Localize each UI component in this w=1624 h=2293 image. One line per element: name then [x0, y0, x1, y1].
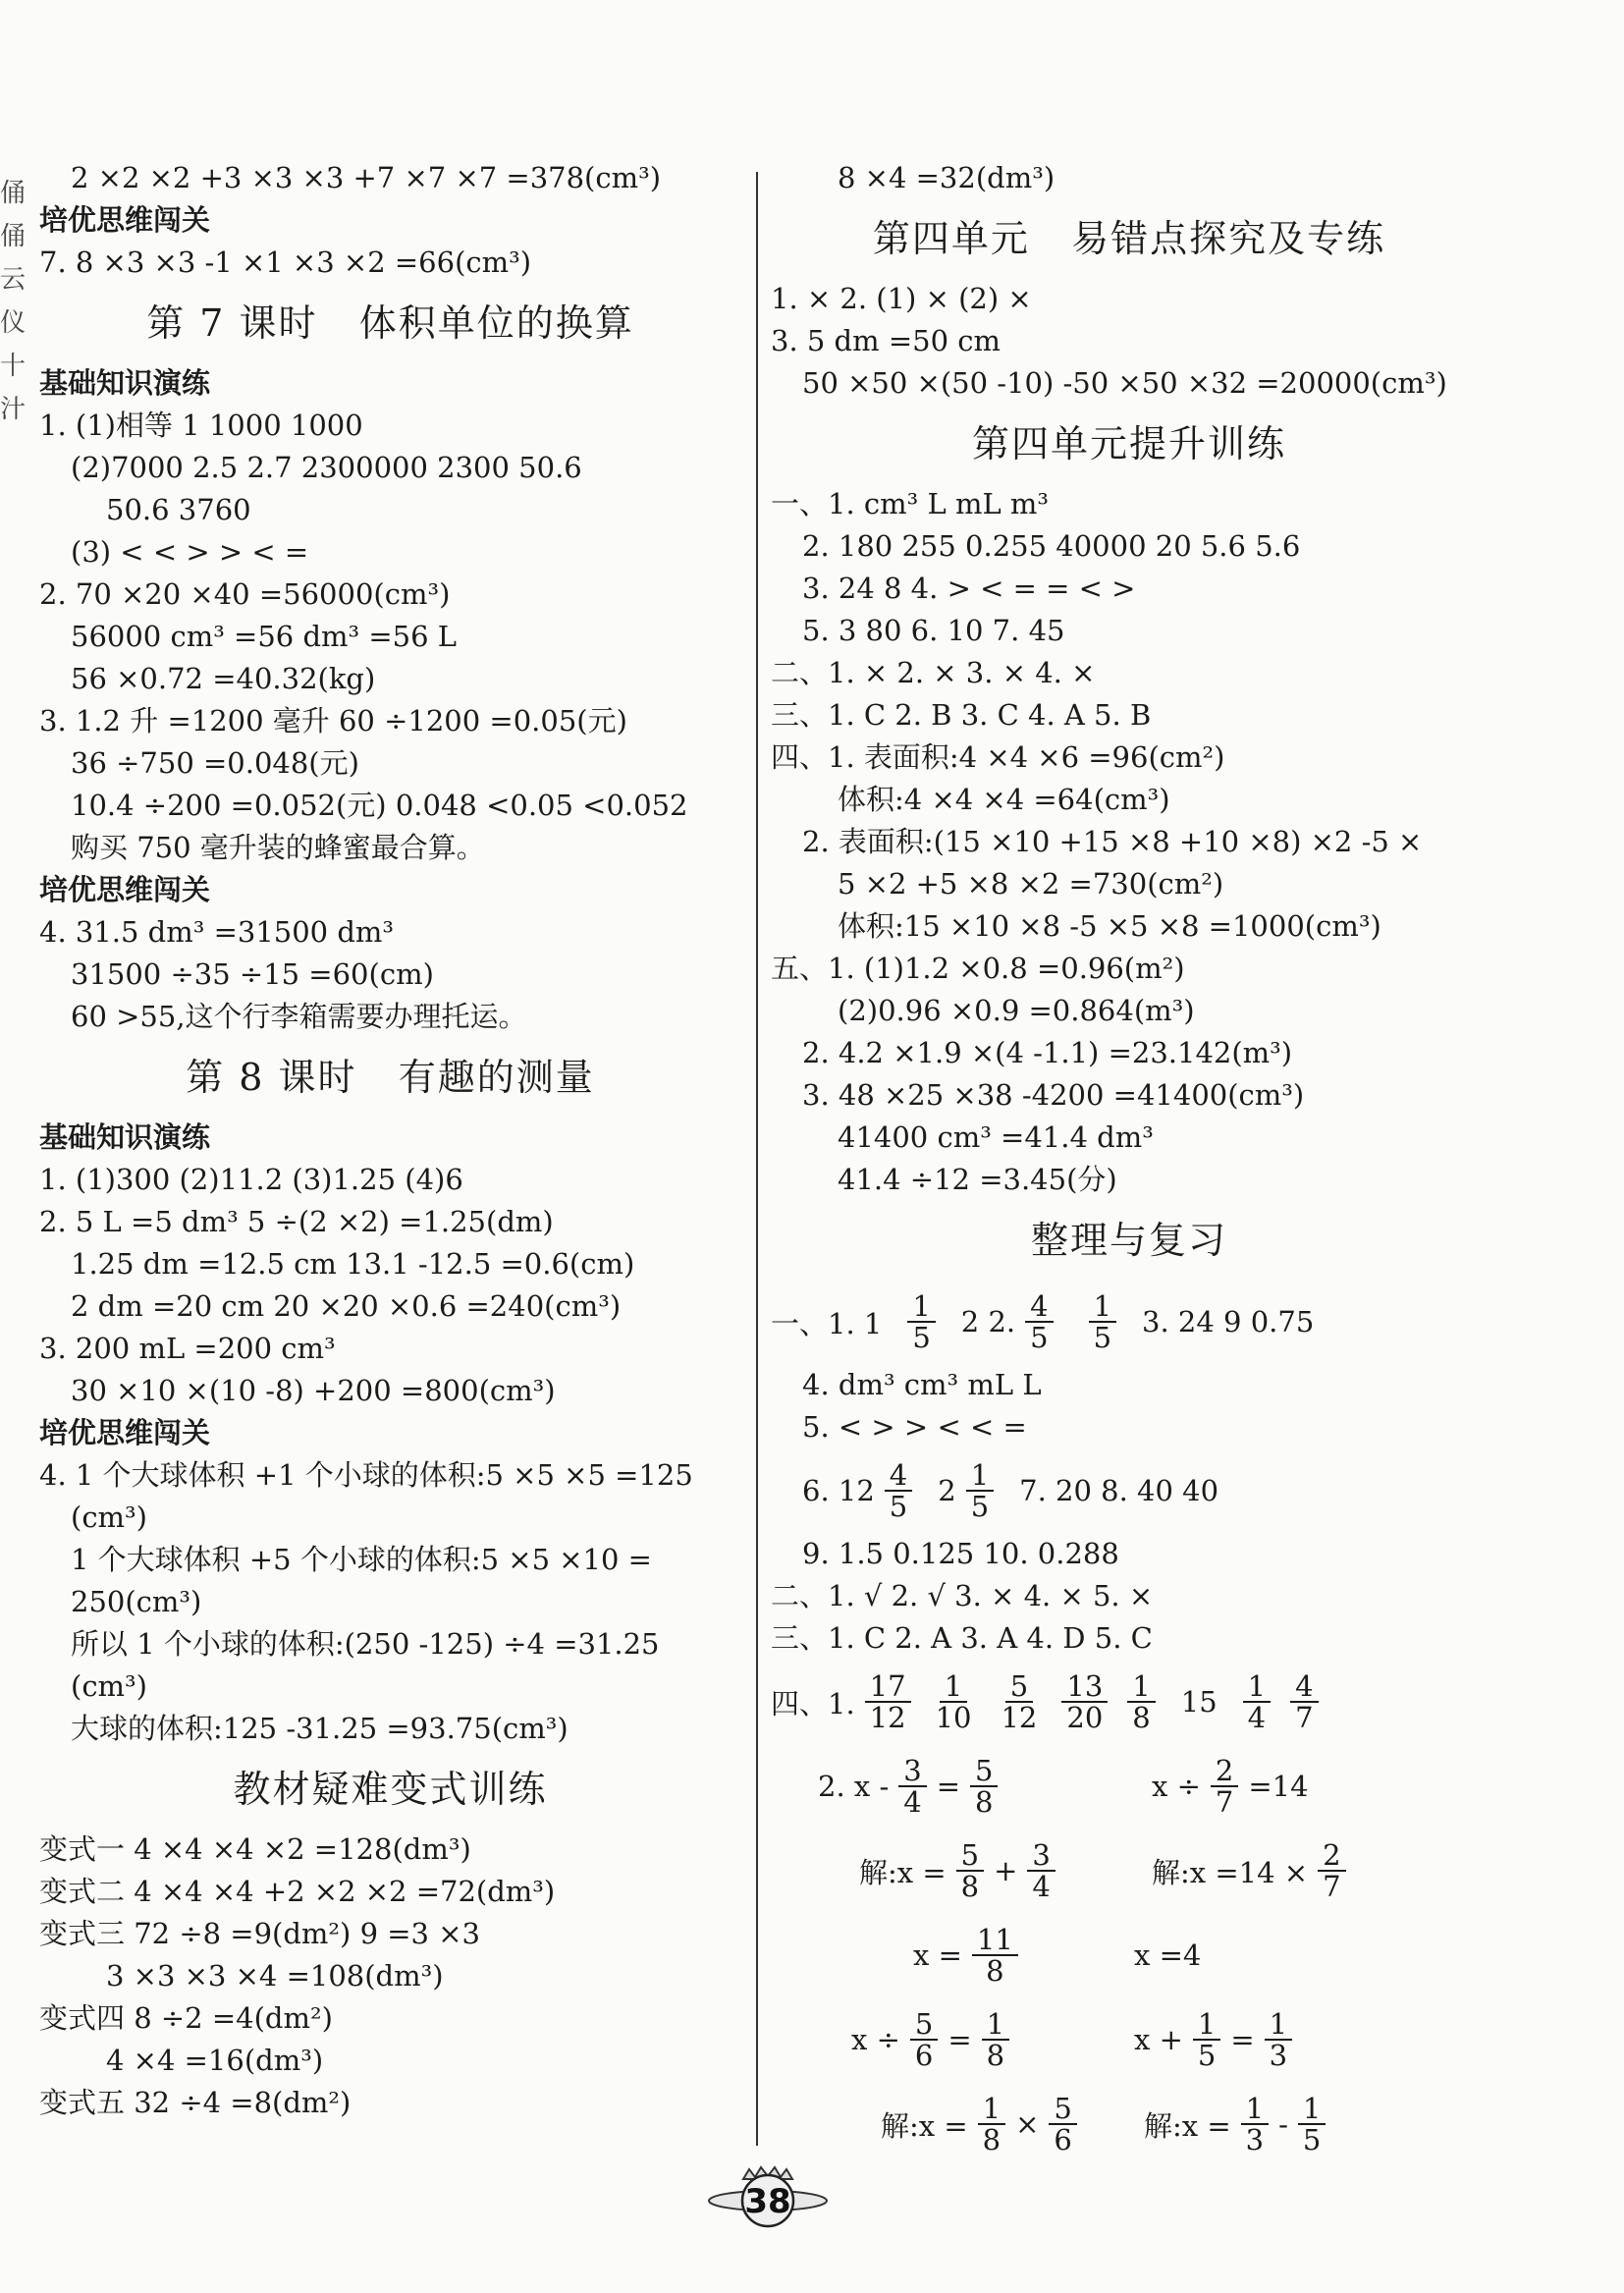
numerator: 1 [978, 2094, 1005, 2125]
right-column [771, 157, 1488, 2166]
denominator: 12 [869, 1701, 906, 1734]
numerator: 17 [865, 1671, 911, 1703]
denominator: 5 [1093, 1321, 1112, 1354]
answer-line: 36 ÷750 =0.048(元) [71, 746, 359, 780]
fraction [931, 1668, 977, 1734]
answer-line: 50 ×50 ×(50 -10) -50 ×50 ×32 =20000(cm³) [802, 366, 1447, 400]
fraction [885, 1457, 912, 1523]
answer-line: 30 ×10 ×(10 -8) +200 =800(cm³) [71, 1374, 556, 1407]
numerator: 5 [956, 1840, 984, 1872]
answer-line: 四、1. 表面积:4 ×4 ×6 =96(cm²) [771, 740, 1225, 774]
answer-line: 体积:15 ×10 ×8 -5 ×5 ×8 =1000(cm³) [838, 909, 1381, 943]
denominator: 8 [986, 1954, 1004, 1988]
answer-line: 56000 cm³ =56 dm³ =56 L [71, 620, 458, 653]
numerator: 4 [1025, 1291, 1053, 1323]
times-sign: × [1015, 2107, 1040, 2141]
minus-sign: - [1278, 2107, 1288, 2141]
equation-text: 解:x =14 × [1152, 1855, 1309, 1889]
denominator: 4 [1247, 1701, 1267, 1734]
answer-line: 三、1. C 2. B 3. C 4. A 5. B [771, 698, 1152, 732]
fraction [1049, 2091, 1076, 2157]
denominator: 3 [1245, 2123, 1265, 2157]
numerator: 1 [1265, 2009, 1292, 2041]
answer-line: 8 ×4 =32(dm³) [838, 161, 1056, 194]
numerator: 11 [972, 1925, 1018, 1956]
answer-line: 4. 1 个大球体积 +1 个小球的体积:5 ×5 ×5 =125 [39, 1458, 693, 1492]
variant-line: 变式一 4 ×4 ×4 ×2 =128(dm³) [39, 1832, 471, 1866]
answer-line: 2. 表面积:(15 ×10 +15 ×8 +10 ×8) ×2 -5 × [802, 825, 1423, 858]
answer-line: 2. 4.2 ×1.9 ×(4 -1.1) =23.142(m³) [802, 1036, 1293, 1069]
fraction [970, 1753, 998, 1819]
answer-line: 购买 750 毫升装的蜂蜜最合算。 [71, 831, 485, 864]
unit-title: 第四单元 易错点探究及专练 [872, 217, 1386, 260]
answer-line: 1. × 2. (1) × (2) × [771, 282, 1032, 315]
equation-text: =14 [1248, 1770, 1309, 1803]
fraction [907, 1288, 935, 1354]
equation-text: 2. x - [818, 1770, 890, 1803]
equation-left [859, 1837, 1183, 1903]
numerator: 13 [1061, 1671, 1108, 1703]
lesson-title: 第 7 课时 体积单位的换算 [146, 301, 634, 345]
equation-text: x =4 [1134, 1938, 1202, 1972]
fraction [1241, 2091, 1269, 2157]
answer-text: 15 [1180, 1685, 1218, 1719]
answer-line: (cm³) [71, 1669, 147, 1703]
answer-line: 3. 200 mL =200 cm³ [39, 1332, 336, 1365]
fraction [956, 1837, 984, 1903]
answer-line: 10.4 ÷200 =0.052(元) 0.048 <0.05 <0.052 [71, 789, 688, 822]
fraction [1089, 1288, 1116, 1354]
answer-line: 7. 8 ×3 ×3 -1 ×1 ×3 ×2 =66(cm³) [39, 246, 532, 279]
fraction-answer-line [771, 1448, 1488, 1533]
answer-line: 二、1. × 2. × 3. × 4. × [771, 656, 1096, 689]
plus-sign: + [994, 1854, 1018, 1887]
answer-line: 所以 1 个小球的体积:(250 -125) ÷4 =31.25 [71, 1627, 660, 1661]
numerator: 5 [1005, 1671, 1033, 1703]
fraction [1265, 2006, 1292, 2072]
fraction [1243, 1668, 1271, 1734]
equation-left [818, 1753, 1152, 1819]
denominator: 6 [1054, 2123, 1072, 2157]
answer-line: 41400 cm³ =41.4 dm³ [838, 1120, 1154, 1154]
equals-sign: = [947, 2023, 972, 2056]
section-heading: 培优思维闯关 [39, 1416, 211, 1449]
fraction [982, 2006, 1009, 2072]
denominator: 5 [970, 1490, 990, 1523]
equation-text: x ÷ [1152, 1770, 1201, 1803]
answer-text: 四、1. [771, 1686, 855, 1720]
answer-line: 3. 48 ×25 ×38 -4200 =41400(cm³) [802, 1078, 1305, 1112]
fraction [1025, 1288, 1053, 1354]
denominator: 7 [1295, 1701, 1314, 1734]
answer-line: 2. 70 ×20 ×40 =56000(cm³) [39, 577, 451, 611]
lesson-title: 第 8 课时 有趣的测量 [186, 1056, 595, 1099]
numerator: 5 [1049, 2094, 1076, 2125]
denominator: 10 [935, 1701, 972, 1734]
numerator: 3 [1027, 1840, 1055, 1872]
fraction [972, 1922, 1018, 1988]
variant-line: 变式四 8 ÷2 =4(dm²) [39, 2001, 333, 2035]
variant-line: 变式二 4 ×4 ×4 +2 ×2 ×2 =72(dm³) [39, 1875, 556, 1908]
numerator: 4 [885, 1460, 912, 1492]
equation-text: 解:x = [859, 1855, 947, 1889]
answer-text: 2 [938, 1474, 956, 1507]
denominator: 8 [1132, 1701, 1151, 1734]
denominator: 5 [1197, 2039, 1217, 2072]
answer-line: 2 dm =20 cm 20 ×20 ×0.6 =240(cm³) [71, 1289, 622, 1323]
denominator: 4 [903, 1785, 922, 1819]
answer-line: 大球的体积:125 -31.25 =93.75(cm³) [71, 1712, 568, 1745]
answer-line: 9. 1.5 0.125 10. 0.288 [802, 1537, 1119, 1570]
numerator: 4 [1290, 1671, 1318, 1703]
answer-line: (3) < < > > < = [71, 535, 309, 569]
numerator: 2 [1318, 1840, 1345, 1872]
fraction [1290, 1668, 1318, 1734]
equation-row [771, 2082, 1488, 2166]
fraction [966, 1457, 994, 1523]
answer-line: 4. 31.5 dm³ =31500 dm³ [39, 915, 395, 949]
numerator: 1 [940, 1671, 967, 1703]
numerator: 1 [1241, 2094, 1269, 2125]
answer-line: 2 ×2 ×2 +3 ×3 ×3 +7 ×7 ×7 =378(cm³) [71, 161, 662, 194]
variant-line: 3 ×3 ×3 ×4 =108(dm³) [106, 1959, 444, 1993]
numerator: 2 [1211, 1756, 1238, 1787]
numerator: 1 [1089, 1291, 1116, 1323]
denominator: 7 [1215, 1785, 1234, 1819]
denominator: 5 [889, 1490, 908, 1523]
left-column [39, 157, 741, 2124]
equation-row [771, 1997, 1488, 2082]
denominator: 12 [1001, 1701, 1038, 1734]
numerator: 1 [966, 1460, 994, 1492]
denominator: 8 [975, 1785, 994, 1819]
fraction [978, 2091, 1005, 2157]
column-divider [756, 172, 758, 2146]
answer-line: 250(cm³) [71, 1585, 202, 1618]
numerator: 1 [1298, 2094, 1326, 2125]
equation-right [1152, 1837, 1356, 1903]
fraction-answer-line [771, 1660, 1488, 1744]
answer-line: 1. (1)300 (2)11.2 (3)1.25 (4)6 [39, 1163, 463, 1196]
answer-line: 1 个大球体积 +5 个小球的体积:5 ×5 ×10 = [71, 1543, 652, 1576]
lesson-title: 教材疑难变式训练 [233, 1768, 548, 1811]
denominator: 8 [986, 2039, 1005, 2072]
equation-text: x = [913, 1938, 962, 1972]
equation-text: x ÷ [851, 2023, 900, 2056]
equation-right [1134, 2006, 1302, 2072]
answer-line: 56 ×0.72 =40.32(kg) [71, 662, 376, 695]
equation-right [1144, 2091, 1335, 2157]
equals-sign: = [936, 1770, 961, 1803]
variant-line: 4 ×4 =16(dm³) [106, 2044, 324, 2077]
numerator: 1 [1243, 1671, 1271, 1703]
unit-title: 整理与复习 [1030, 1219, 1227, 1262]
answer-line: 5 ×2 +5 ×8 ×2 =730(cm²) [838, 867, 1224, 901]
answer-line: 三、1. C 2. A 3. A 4. D 5. C [771, 1621, 1153, 1655]
answer-text: 7. 20 8. 40 40 [1019, 1474, 1219, 1507]
answer-line: 一、1. cm³ L mL m³ [771, 487, 1050, 520]
answer-line: 3. 5 dm =50 cm [771, 324, 1001, 357]
fraction [910, 2006, 938, 2072]
equation-row [771, 1744, 1488, 1829]
answer-line: 1. (1)相等 1 1000 1000 [39, 409, 363, 442]
numerator: 3 [898, 1756, 926, 1787]
denominator: 5 [912, 1321, 931, 1354]
denominator: 8 [960, 1870, 980, 1903]
denominator: 8 [982, 2123, 1001, 2157]
fraction [1127, 1668, 1155, 1734]
equation-row [771, 1829, 1488, 1913]
answer-text: 一、1. 1 [771, 1306, 883, 1340]
page-number: 38 [744, 2182, 791, 2221]
answer-text: 2 2. [960, 1305, 1016, 1338]
section-heading: 基础知识演练 [39, 366, 211, 400]
denominator: 6 [914, 2039, 934, 2072]
fraction [1193, 2006, 1220, 2072]
answer-text: 6. 12 [802, 1474, 875, 1507]
answer-line: (cm³) [71, 1501, 147, 1534]
numerator: 5 [910, 2009, 938, 2041]
unit-title: 第四单元提升训练 [971, 422, 1286, 465]
answer-line: 2. 180 255 0.255 40000 20 5.6 5.6 [802, 529, 1301, 563]
denominator: 7 [1323, 1870, 1341, 1903]
equation-text: 解:x = [1144, 2108, 1231, 2143]
numerator: 1 [907, 1291, 935, 1323]
numerator: 1 [1127, 1671, 1155, 1703]
numerator: 5 [970, 1756, 998, 1787]
fraction [996, 1668, 1042, 1734]
fraction [1298, 2091, 1326, 2157]
denominator: 5 [1030, 1321, 1049, 1354]
fraction-answer-line [771, 1280, 1488, 1364]
equation-text: x + [1134, 2023, 1183, 2056]
fraction [898, 1753, 926, 1819]
answer-line: (2)0.96 ×0.9 =0.864(m³) [838, 994, 1195, 1027]
fraction [1061, 1668, 1108, 1734]
equation-text: 解:x = [881, 2108, 968, 2143]
equation-row [771, 1913, 1488, 1997]
numerator: 1 [1193, 2009, 1220, 2041]
variant-line: 变式五 32 ÷4 =8(dm²) [39, 2086, 352, 2119]
answer-line: 4. dm³ cm³ mL L [802, 1368, 1042, 1401]
answer-line: 3. 1.2 升 =1200 毫升 60 ÷1200 =0.05(元) [39, 704, 627, 737]
answer-line: (2)7000 2.5 2.7 2300000 2300 50.6 [71, 451, 582, 484]
page-number-badge [704, 2165, 832, 2230]
fraction [1027, 1837, 1055, 1903]
section-heading: 培优思维闯关 [39, 873, 211, 906]
page-edge-text: 俑 俑 云 仪 十 汁 [0, 179, 27, 424]
answer-line: 5. < > > < < = [802, 1410, 1027, 1444]
denominator: 4 [1032, 1870, 1051, 1903]
denominator: 3 [1269, 2039, 1288, 2072]
fraction [865, 1668, 911, 1734]
section-heading: 基础知识演练 [39, 1120, 211, 1154]
answer-line: 3. 24 8 4. > < = = < > [802, 572, 1136, 605]
answer-line: 41.4 ÷12 =3.45(分) [838, 1163, 1117, 1196]
answer-line: 31500 ÷35 ÷15 =60(cm) [71, 957, 434, 991]
answer-line: 60 >55,这个行李箱需要办理托运。 [71, 1000, 527, 1033]
answer-line: 五、1. (1)1.2 ×0.8 =0.96(m²) [771, 952, 1185, 985]
equation-right [1134, 1938, 1201, 1972]
answer-line: 二、1. √ 2. √ 3. × 4. × 5. × [771, 1579, 1154, 1612]
section-heading: 培优思维闯关 [39, 203, 211, 237]
fraction [1211, 1753, 1238, 1819]
equals-sign: = [1230, 2023, 1255, 2056]
denominator: 20 [1066, 1701, 1104, 1734]
answer-line: 1.25 dm =12.5 cm 13.1 -12.5 =0.6(cm) [71, 1247, 635, 1281]
answer-line: 2. 5 L =5 dm³ 5 ÷(2 ×2) =1.25(dm) [39, 1205, 554, 1238]
variant-line: 变式三 72 ÷8 =9(dm²) 9 =3 ×3 [39, 1917, 480, 1950]
answer-line: 5. 3 80 6. 10 7. 45 [802, 614, 1065, 647]
fraction [1318, 1837, 1345, 1903]
equation-right [1152, 1753, 1309, 1819]
denominator: 5 [1302, 2123, 1322, 2157]
numerator: 1 [982, 2009, 1009, 2041]
answer-line: 体积:4 ×4 ×4 =64(cm³) [838, 783, 1170, 816]
answer-line: 50.6 3760 [106, 493, 251, 526]
answer-text: 3. 24 9 0.75 [1142, 1305, 1315, 1338]
